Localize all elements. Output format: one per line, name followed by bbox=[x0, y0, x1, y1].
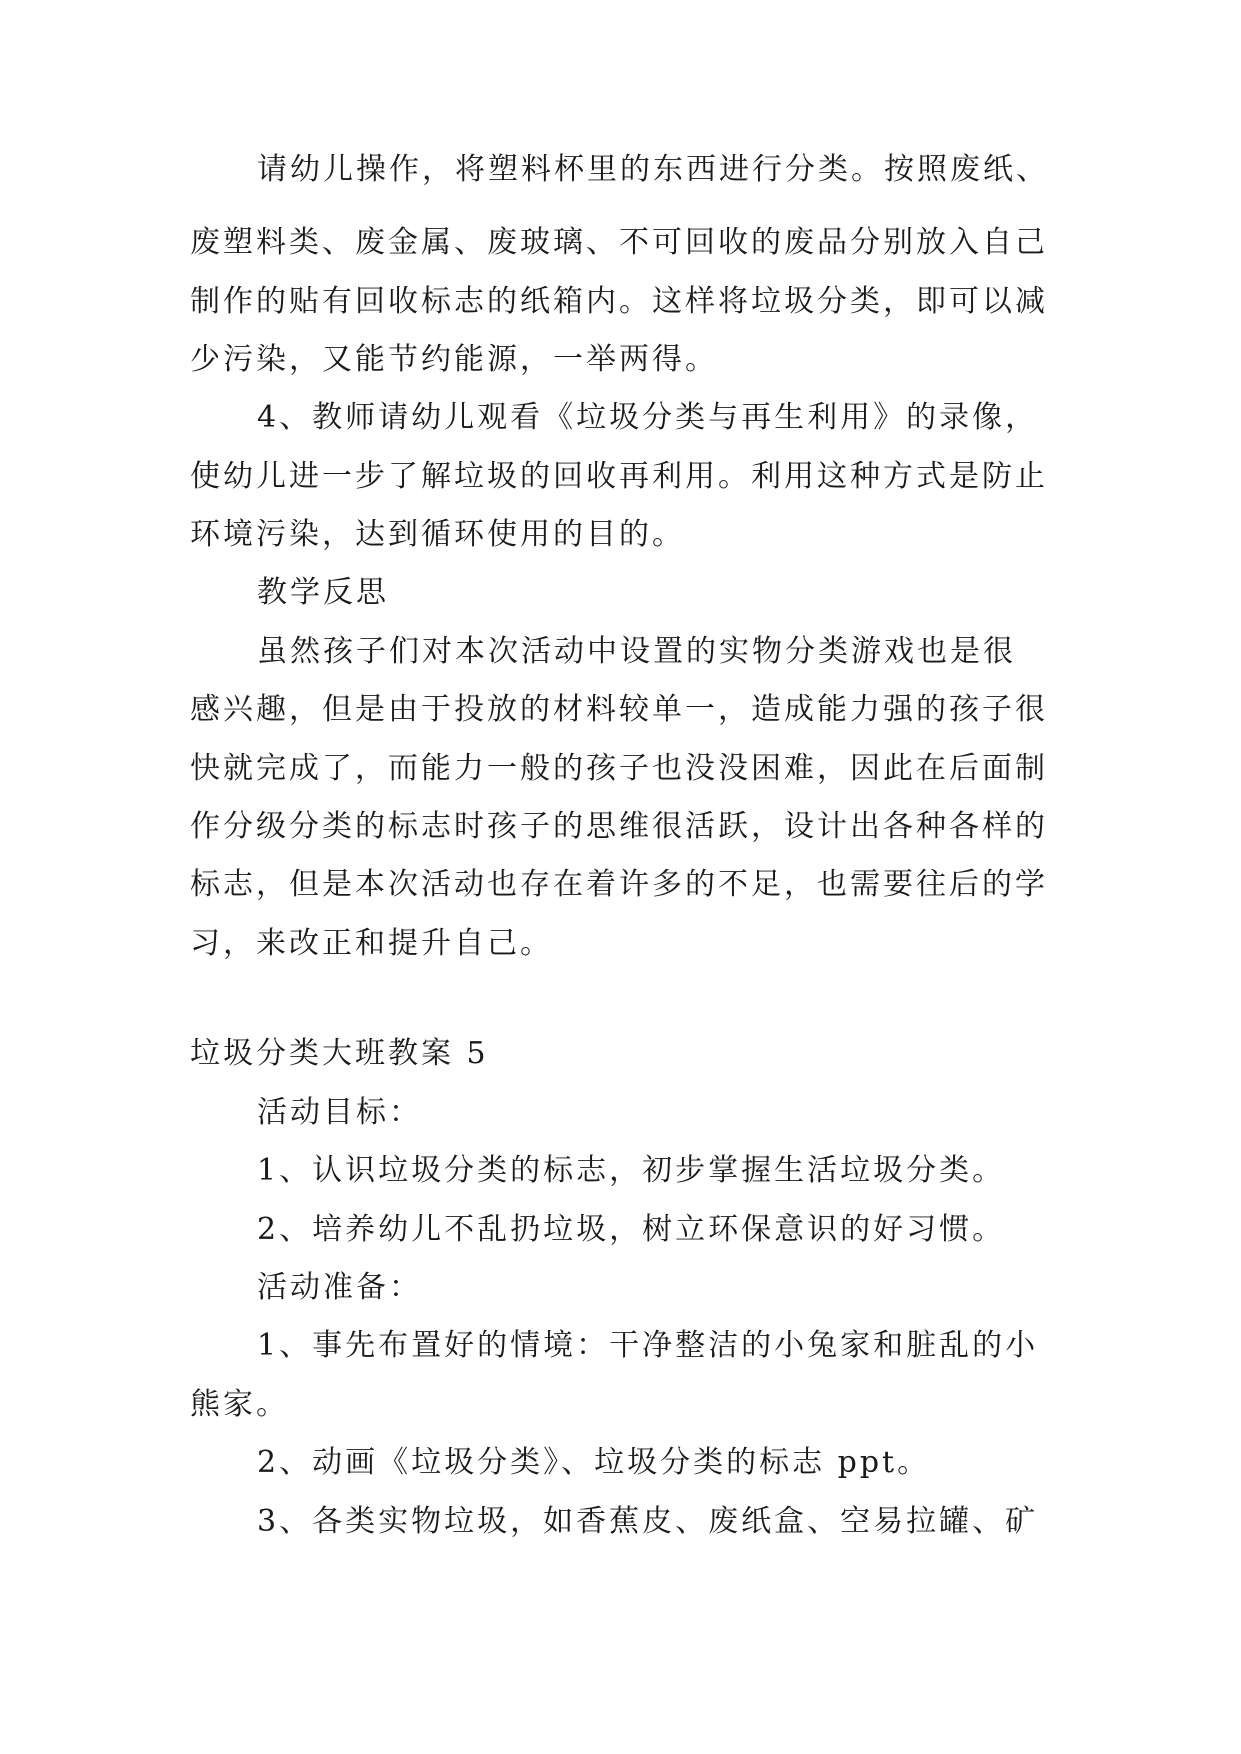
text-line: 制作的贴有回收标志的纸箱内。这样将垃圾分类，即可以减 bbox=[190, 284, 1048, 319]
text-line: 标志，但是本次活动也存在着许多的不足，也需要往后的学 bbox=[190, 867, 1048, 902]
text-line: 使幼儿进一步了解垃圾的回收再利用。利用这种方式是防止 bbox=[190, 459, 1048, 494]
text-line: 1、认识垃圾分类的标志，初步掌握生活垃圾分类。 bbox=[257, 1153, 1006, 1188]
text-line: 废塑料类、废金属、废玻璃、不可回收的废品分别放入自己 bbox=[190, 225, 1048, 260]
text-line: 快就完成了，而能力一般的孩子也没没困难，因此在后面制 bbox=[190, 751, 1048, 786]
text-line: 作分级分类的标志时孩子的思维很活跃，设计出各种各样的 bbox=[190, 809, 1048, 844]
text-line: 习，来改正和提升自己。 bbox=[190, 926, 553, 961]
text-line: 1、事先布置好的情境：干净整洁的小兔家和脏乱的小 bbox=[257, 1328, 1039, 1363]
text-line: 熊家。 bbox=[190, 1387, 289, 1422]
text-line: 2、培养幼儿不乱扔垃圾，树立环保意识的好习惯。 bbox=[257, 1212, 1006, 1247]
text-line: 环境污染，达到循环使用的目的。 bbox=[190, 517, 685, 552]
text-line: 感兴趣，但是由于投放的材料较单一，造成能力强的孩子很 bbox=[190, 692, 1048, 727]
text-line: 3、各类实物垃圾，如香蕉皮、废纸盒、空易拉罐、矿 bbox=[257, 1504, 1039, 1539]
text-line: 4、教师请幼儿观看《垃圾分类与再生利用》的录像， bbox=[257, 400, 1039, 435]
text-line: 虽然孩子们对本次活动中设置的实物分类游戏也是很 bbox=[257, 634, 1016, 669]
text-line: 少污染，又能节约能源，一举两得。 bbox=[190, 342, 718, 377]
text-line: 请幼儿操作，将塑料杯里的东西进行分类。按照废纸、 bbox=[257, 152, 1049, 187]
section-heading: 教学反思 bbox=[257, 575, 389, 610]
section-heading: 活动目标： bbox=[257, 1095, 422, 1130]
document-title: 垃圾分类大班教案 5 bbox=[190, 1036, 489, 1071]
text-line: 2、动画《垃圾分类》、垃圾分类的标志 ppt。 bbox=[257, 1445, 931, 1480]
section-heading: 活动准备： bbox=[257, 1270, 422, 1305]
